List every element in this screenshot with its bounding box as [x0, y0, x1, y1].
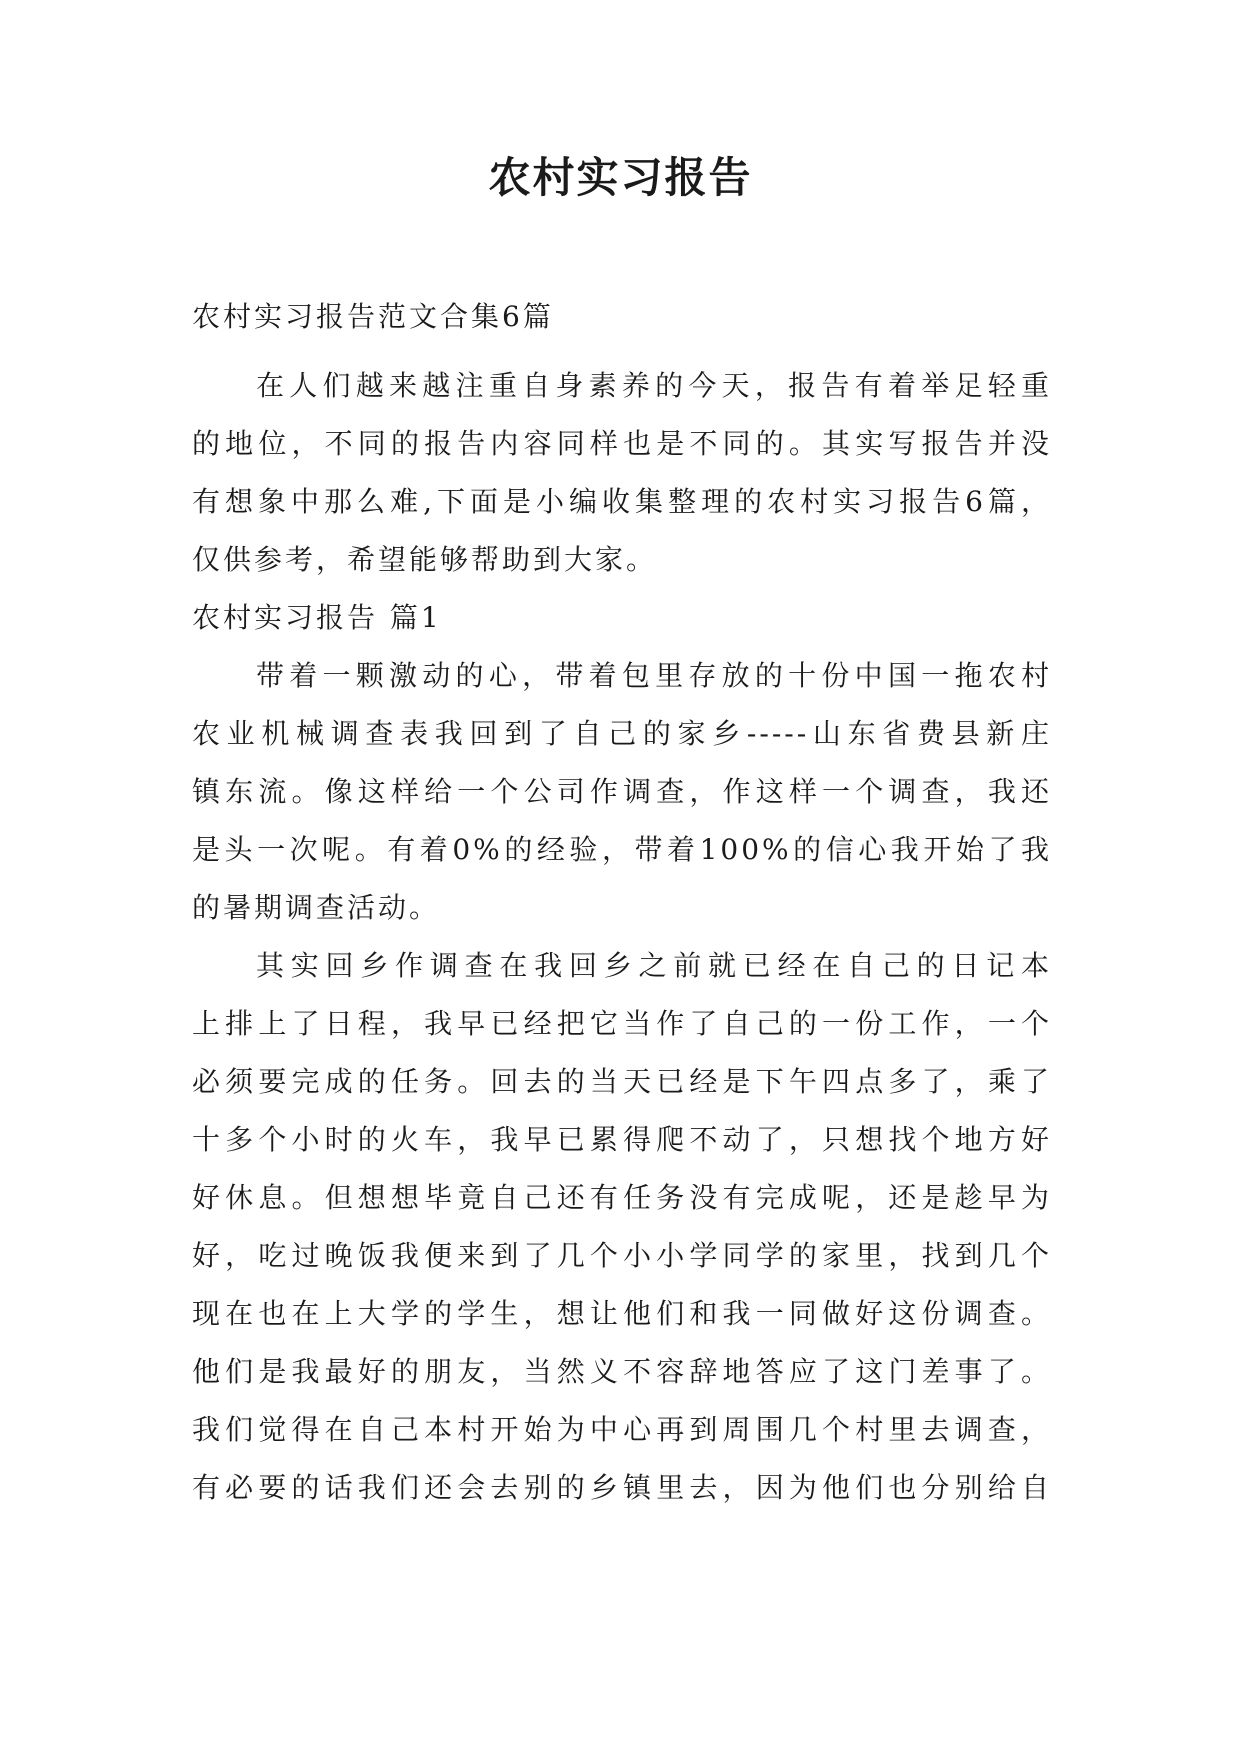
document-title: 农村实习报告 [488, 153, 753, 202]
document-subtitle: 农村实习报告范文合集6篇 [192, 300, 554, 333]
paragraph-line: 的暑期调查活动。 [192, 891, 441, 924]
section-heading: 农村实习报告 篇1 [192, 601, 442, 634]
paragraph-line: 其实回乡作调查在我回乡之前就已经在自己的日记本 [256, 949, 1052, 982]
paragraph-line: 上排上了日程，我早已经把它当作了自己的一份工作，一个 [192, 1007, 1052, 1040]
paragraph-line: 是头一次呢。有着0%的经验，带着100%的信心我开始了我 [192, 833, 1052, 866]
paragraph-line: 好，吃过晚饭我便来到了几个小小学同学的家里，找到几个 [192, 1239, 1052, 1272]
intro-line: 的地位，不同的报告内容同样也是不同的。其实写报告并没 [192, 427, 1052, 460]
paragraph-line: 现在也在上大学的学生，想让他们和我一同做好这份调查。 [192, 1297, 1052, 1330]
paragraph-line: 带着一颗激动的心，带着包里存放的十份中国一拖农村 [256, 659, 1052, 692]
paragraph-line: 十多个小时的火车，我早已累得爬不动了，只想找个地方好 [192, 1123, 1052, 1156]
paragraph-line: 镇东流。像这样给一个公司作调查，作这样一个调查，我还 [192, 775, 1052, 808]
paragraph-line: 好休息。但想想毕竟自己还有任务没有完成呢，还是趁早为 [192, 1181, 1052, 1214]
paragraph-line: 我们觉得在自己本村开始为中心再到周围几个村里去调查， [192, 1413, 1052, 1446]
intro-line: 有想象中那么难,下面是小编收集整理的农村实习报告6篇， [192, 485, 1052, 518]
paragraph-line: 他们是我最好的朋友，当然义不容辞地答应了这门差事了。 [192, 1355, 1052, 1388]
paragraph-line: 农业机械调查表我回到了自己的家乡-----山东省费县新庄 [192, 717, 1052, 750]
intro-line: 在人们越来越注重自身素养的今天，报告有着举足轻重 [256, 369, 1052, 402]
intro-line: 仅供参考，希望能够帮助到大家。 [192, 543, 658, 576]
paragraph-line: 有必要的话我们还会去别的乡镇里去，因为他们也分别给自 [192, 1471, 1052, 1504]
paragraph-line: 必须要完成的任务。回去的当天已经是下午四点多了，乘了 [192, 1065, 1052, 1098]
